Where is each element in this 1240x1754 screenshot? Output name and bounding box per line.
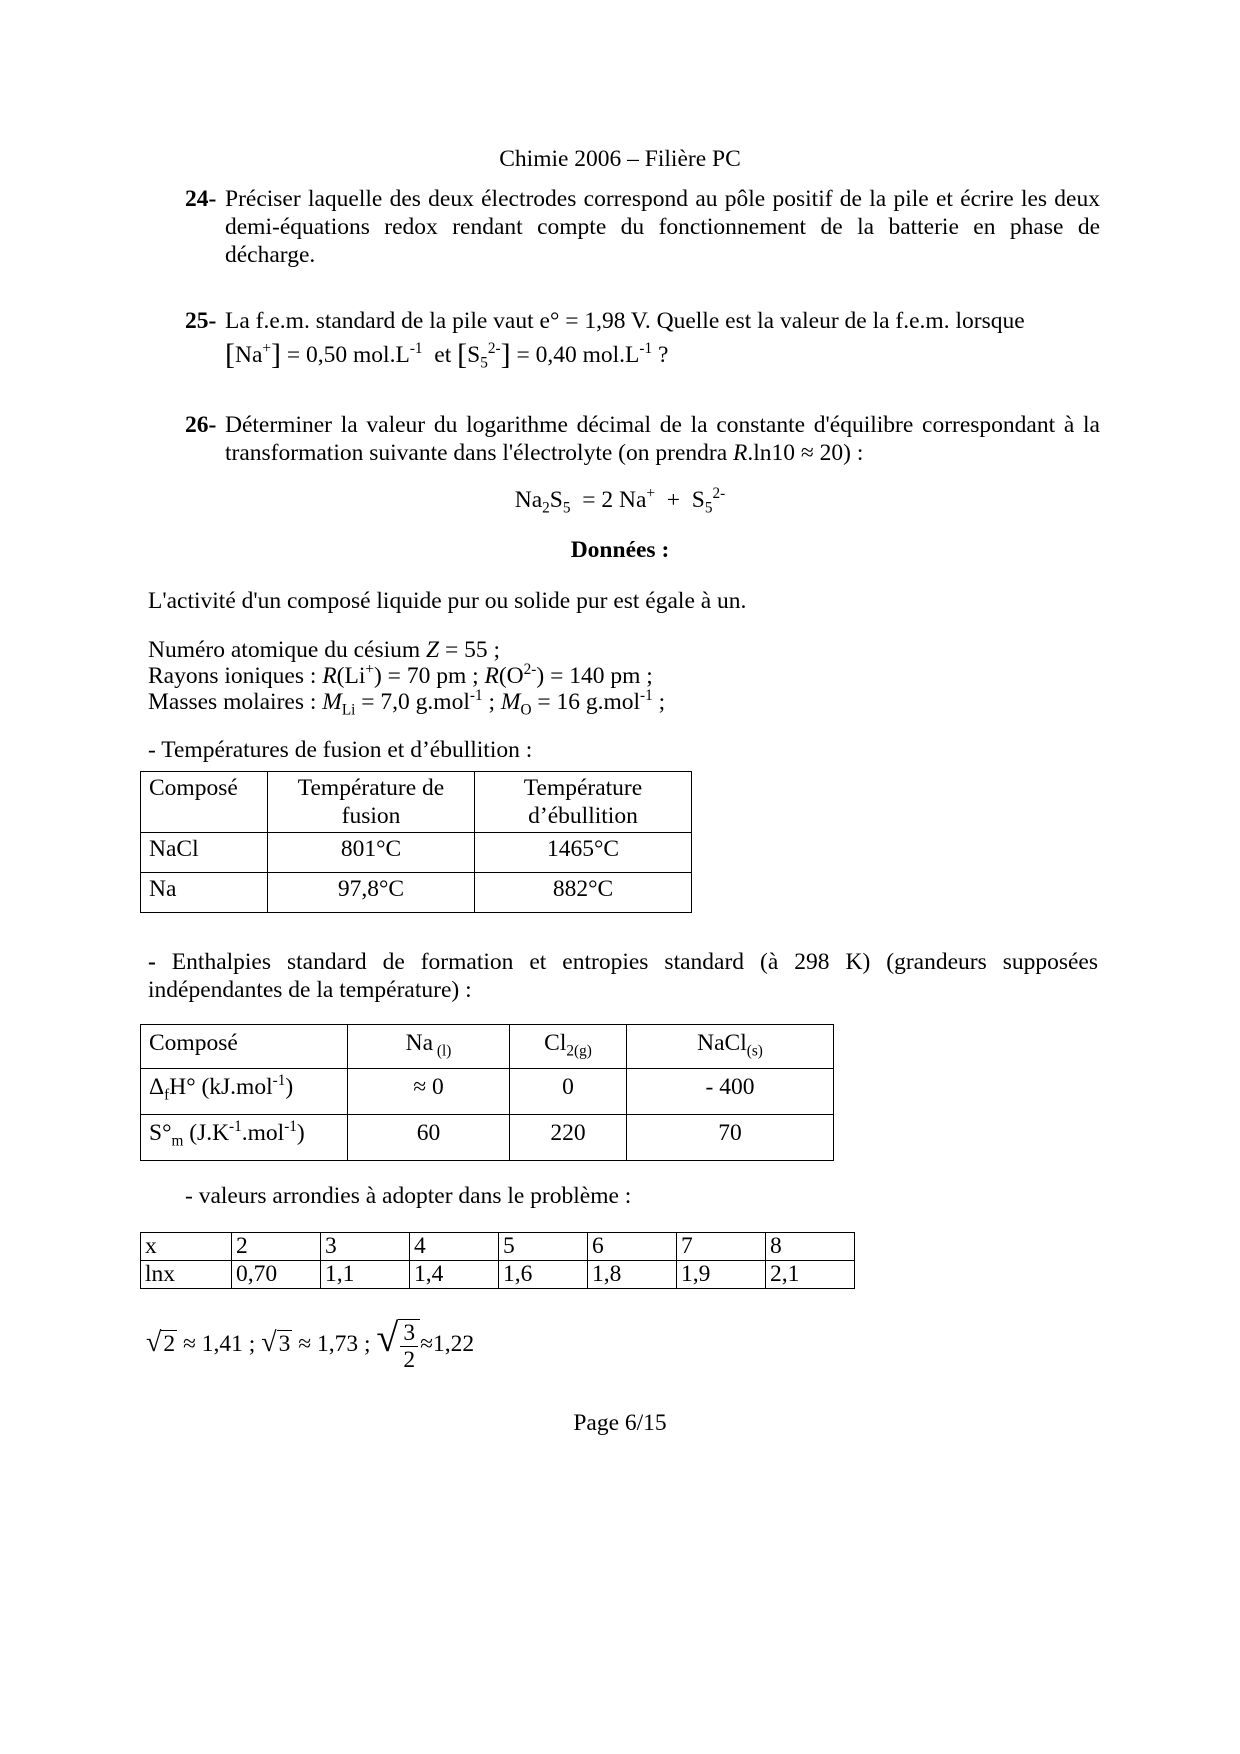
table-header: NaCl$_{(s)}$ — [627, 1025, 834, 1069]
ion-charge: + — [262, 340, 272, 358]
numerator: 3 — [400, 1320, 418, 1347]
question-26 — [185, 411, 1100, 467]
table-header: Na $_{(l)}$ — [348, 1025, 510, 1069]
ion-subscript: 5 — [480, 354, 488, 372]
table-cell: 8 — [766, 1233, 855, 1261]
plus-sign: + — [666, 487, 681, 513]
table-cell: 220 — [510, 1115, 627, 1161]
subscript: 2 — [542, 499, 550, 517]
atomic-number-line: Numéro atomique du césium Z = 55 ; — [148, 637, 501, 663]
question-text — [225, 411, 1100, 467]
sqrt-symbol: √ — [261, 1327, 277, 1358]
sqrt-3: 3 — [278, 1331, 291, 1357]
table-header-row — [141, 1025, 834, 1069]
species: S — [549, 487, 563, 513]
equation-middle: = 2 Na — [582, 487, 647, 513]
table-header: Composé — [141, 772, 268, 833]
dash: - — [148, 949, 156, 975]
ln-table — [140, 1232, 855, 1289]
row-label: $\Delta_fH^\circ$ (kJ.mol$^{-1}$) — [141, 1069, 348, 1115]
table-cell: x — [141, 1233, 232, 1261]
enthalpies-table — [140, 1024, 834, 1161]
table-row-x — [141, 1233, 855, 1261]
table-row — [141, 1069, 834, 1115]
question-text — [225, 307, 1100, 372]
question-line-concentrations: [Na+] = 0,50 $mol.L^{-1}$ et $[S_5^{2-}] = 0,40$ $mol.L^{-1}$ ? — [225, 338, 669, 372]
data-lines — [148, 637, 666, 719]
table-cell: lnx — [141, 1261, 232, 1289]
sqrt-symbol: √ — [376, 1315, 399, 1360]
question-25 — [185, 307, 1100, 372]
charge: + — [646, 485, 656, 503]
table-cell: 7 — [677, 1233, 766, 1261]
table-cell: 5 — [499, 1233, 588, 1261]
question-mark: ? — [657, 342, 669, 368]
text-part: Déterminer la valeur du logarithme décimal de la constante d'équilibre correspondant à la transformation suivante dans l'électrolyte (on prendra — [225, 412, 1100, 466]
species: S — [691, 487, 705, 513]
species: Na — [514, 487, 543, 513]
table-header-row — [141, 772, 692, 833]
subscript: 5 — [704, 499, 713, 517]
temperatures-table — [140, 771, 692, 913]
table-cell: NaCl — [141, 833, 268, 873]
table-cell: 882°C — [475, 873, 692, 913]
exponent: -1 — [409, 340, 423, 358]
question-number: 26- — [185, 412, 217, 438]
rounded-values-title: - valeurs arrondies à adopter dans le problème : — [185, 1183, 632, 1209]
concentration-s: = 0,40 mol.L — [516, 342, 640, 368]
table-cell: 1,6 — [499, 1261, 588, 1289]
table-cell: 0,70 — [232, 1261, 321, 1289]
row-label: $S^\circ_m$ $(J.K^{-1}.mol^{-1})$ — [141, 1115, 348, 1161]
temperatures-title: - Températures de fusion et d’ébullition : — [148, 737, 533, 763]
table-cell: 70 — [627, 1115, 834, 1161]
sqrt-3-value: ≈ 1,73 ; — [292, 1331, 377, 1357]
text-part: .ln10 ≈ 20) : — [747, 440, 864, 466]
ion-s: S — [467, 342, 481, 368]
question-number: 25- — [185, 308, 217, 334]
charge: 2- — [712, 485, 726, 503]
question-number: 24- — [185, 186, 217, 212]
question-24 — [185, 185, 1100, 269]
sqrt-symbol: √ — [146, 1327, 162, 1358]
table-cell: 97,8°C — [268, 873, 475, 913]
table-cell: 1,9 — [677, 1261, 766, 1289]
sqrt-2-value: ≈ 1,41 ; — [177, 1331, 262, 1357]
table-cell: 1,1 — [321, 1261, 410, 1289]
sqrt-2: 2 — [163, 1331, 176, 1357]
table-row — [141, 833, 692, 873]
table-cell: 4 — [410, 1233, 499, 1261]
table-header: Température de fusion — [268, 772, 475, 833]
table-cell: 60 — [348, 1115, 510, 1161]
table-cell: 6 — [588, 1233, 677, 1261]
ion-na: Na — [235, 342, 263, 368]
title-text: Enthalpies standard de formation et entropies standard (à 298 K) (grandeurs supposées indépendantes de la température) : — [148, 949, 1098, 1003]
gas-constant: R — [733, 440, 748, 466]
table-cell: 0 — [510, 1069, 627, 1115]
table-header: Composé — [141, 1025, 348, 1069]
sqrt-3-2-value: ≈1,22 — [420, 1331, 475, 1357]
table-cell: Na — [141, 873, 268, 913]
square-roots-line — [146, 1315, 475, 1373]
table-cell: 3 — [321, 1233, 410, 1261]
table-cell: 801°C — [268, 833, 475, 873]
enthalpies-title — [148, 948, 1098, 1004]
activity-note: L'activité d'un composé liquide pur ou solide pur est égale à un. — [148, 588, 747, 614]
exponent: -1 — [639, 340, 653, 358]
ionic-radii-line: Rayons ioniques : R(Li+) = 70 pm ; $R(O^{2-}) = 140$ pm ; — [148, 661, 653, 689]
table-row — [141, 873, 692, 913]
ion-charge: 2- — [487, 340, 501, 358]
table-cell: 1465°C — [475, 833, 692, 873]
table-cell: 1,4 — [410, 1261, 499, 1289]
question-text: Préciser laquelle des deux électrodes correspond au pôle positif de la pile et écrire les deux demi-équations redox rendant compte du fonctionnement de la batterie en phase de décharge. — [225, 186, 1100, 268]
page-header: Chimie 2006 – Filière PC — [499, 146, 741, 172]
concentration-na: = 0,50 mol.L — [286, 342, 410, 368]
conjunction: et — [434, 342, 452, 368]
molar-masses-line: Masses molaires : $M_{Li} = 7,0$ g.mol$^{-1}$ ; $M_O = 16$ g.mol$^{-1}$ ; — [148, 687, 666, 719]
fraction-3-2 — [398, 1319, 420, 1373]
reaction-equation — [0, 485, 1240, 517]
page-footer: Page 6/15 — [573, 1410, 667, 1436]
table-cell: 1,8 — [588, 1261, 677, 1289]
table-row-lnx — [141, 1261, 855, 1289]
section-title-donnees: Données : — [570, 537, 670, 563]
table-cell: - 400 — [627, 1069, 834, 1115]
table-cell: ≈ 0 — [348, 1069, 510, 1115]
table-cell: 2 — [232, 1233, 321, 1261]
table-header: Température d’ébullition — [475, 772, 692, 833]
subscript: 5 — [562, 499, 571, 517]
table-cell: 2,1 — [766, 1261, 855, 1289]
table-header: $Cl_{2(g)}$ — [510, 1025, 627, 1069]
table-row — [141, 1115, 834, 1161]
question-line: La f.e.m. standard de la pile vaut e° = 1,98 V. Quelle est la valeur de la f.e.m. lorsque — [225, 308, 1025, 334]
denominator: 2 — [403, 1346, 416, 1373]
